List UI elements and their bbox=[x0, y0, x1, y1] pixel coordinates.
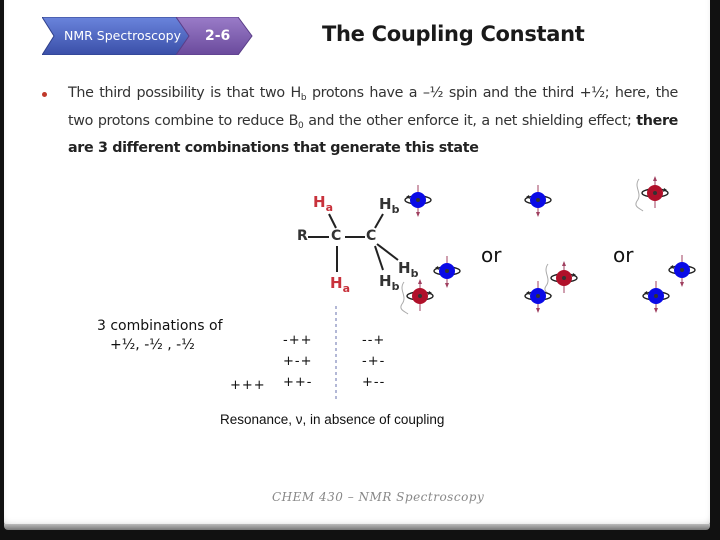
section-number: 2-6 bbox=[205, 28, 231, 44]
combinations-label-line2: +½, -½ , -½ bbox=[110, 337, 195, 353]
spin-up-icon bbox=[405, 185, 431, 217]
resonance-caption: Resonance, ν, in absence of coupling bbox=[220, 412, 445, 427]
bullet-bold-text: there are 3 different combinations that generate this state bbox=[68, 112, 679, 156]
spin-down-icon bbox=[636, 176, 668, 211]
combo-left-1: +-+ bbox=[283, 354, 313, 369]
combo-right-2: +-- bbox=[362, 375, 386, 390]
combo-left-2: ++- bbox=[283, 375, 313, 390]
combinations-label-line1: 3 combinations of bbox=[97, 318, 223, 334]
combo-right-0: --+ bbox=[362, 333, 386, 348]
section-label: NMR Spectroscopy bbox=[64, 28, 182, 43]
spin-down-icon bbox=[401, 279, 433, 314]
atom-Hb-low: $H_b$ bbox=[379, 272, 400, 293]
spin-up-icon bbox=[525, 281, 551, 313]
spin-down-icon bbox=[545, 261, 577, 296]
atom-C1: C bbox=[331, 228, 342, 244]
atom-C2: C bbox=[366, 228, 377, 244]
spin-up-icon bbox=[525, 185, 551, 217]
atom-Hb-top: $H_b$ bbox=[379, 195, 400, 216]
atom-Ha-top: $H_a$ bbox=[313, 193, 333, 214]
spin-up-icon bbox=[669, 255, 695, 287]
spin-up-icon bbox=[434, 256, 460, 288]
combo-left-0: -++ bbox=[283, 333, 313, 348]
atom-Ha-bottom: $H_a$ bbox=[330, 274, 350, 295]
combo-right-1: -+- bbox=[362, 354, 386, 369]
atom-Hb-mid: $H_b$ bbox=[398, 259, 419, 280]
footer-text: CHEM 430 – NMR Spectroscopy bbox=[272, 490, 485, 504]
or-label-1: or bbox=[481, 243, 502, 267]
bullet-text: The third possibility is that two $H_b$ protons have a –½ spin and the third +½; here, the two protons combine to reduce $B_0$ and the other enforce it, a net shielding effect; there are 3 different combinations that generate this state bbox=[68, 85, 679, 156]
page-title: The Coupling Constant bbox=[322, 22, 585, 46]
spin-up-icon bbox=[643, 281, 669, 313]
or-label-2: or bbox=[613, 243, 634, 267]
combo-left-single: +++ bbox=[230, 378, 266, 393]
atom-R: R bbox=[297, 228, 308, 244]
